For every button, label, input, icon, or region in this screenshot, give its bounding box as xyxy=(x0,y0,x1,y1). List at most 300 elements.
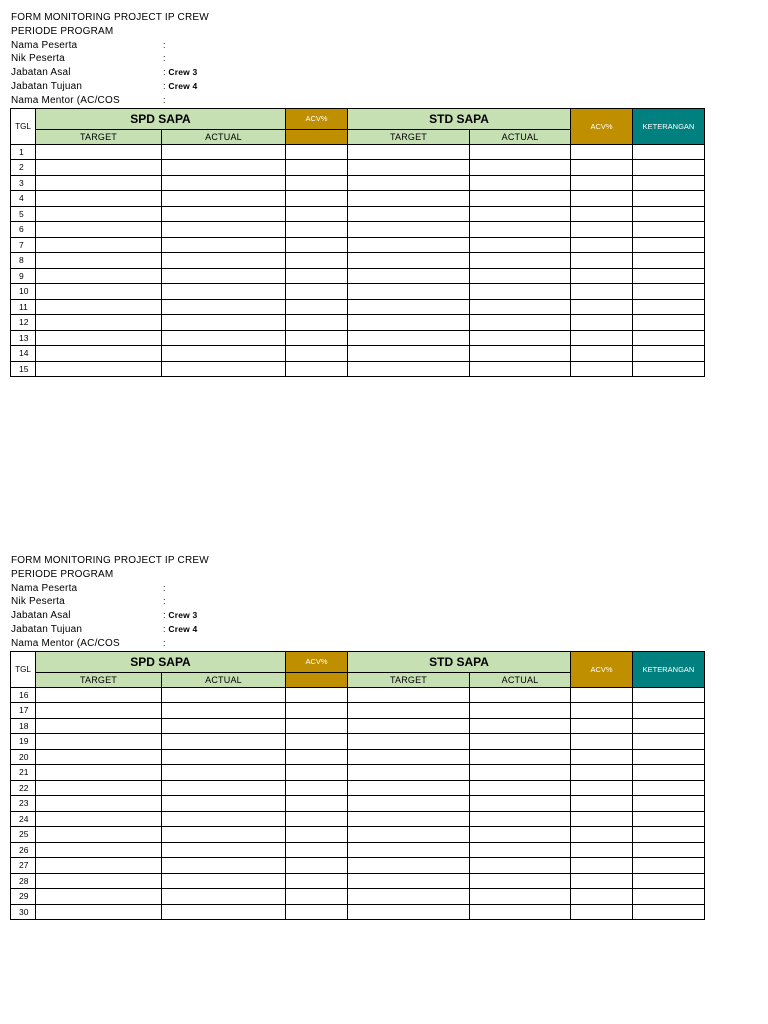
acv-1-cell[interactable] xyxy=(286,330,348,346)
std-target-cell[interactable] xyxy=(348,346,470,362)
acv-1-cell[interactable] xyxy=(286,222,348,238)
acv-1-cell[interactable] xyxy=(286,206,348,222)
spd-target-cell[interactable] xyxy=(36,330,162,346)
spd-actual-cell[interactable] xyxy=(162,175,286,191)
spd-target-cell[interactable] xyxy=(36,253,162,269)
keterangan-cell[interactable] xyxy=(633,749,705,765)
std-actual-cell[interactable] xyxy=(470,718,571,734)
table-row xyxy=(11,160,705,176)
acv-1-cell[interactable] xyxy=(286,237,348,253)
form-title: FORM MONITORING PROJECT IP CREW xyxy=(11,555,209,566)
spd-actual-cell[interactable] xyxy=(162,718,286,734)
table-row xyxy=(11,904,705,920)
keterangan-cell[interactable] xyxy=(633,889,705,905)
header-actual-2: ACTUAL xyxy=(470,129,571,144)
spd-target-cell[interactable] xyxy=(36,206,162,222)
std-target-cell[interactable] xyxy=(348,687,470,703)
keterangan-cell[interactable] xyxy=(633,827,705,843)
table-row xyxy=(11,811,705,827)
acv-1-cell[interactable] xyxy=(286,827,348,843)
acv-2-cell[interactable] xyxy=(571,703,633,719)
table-row xyxy=(11,734,705,750)
std-target-cell[interactable] xyxy=(348,842,470,858)
acv-2-cell[interactable] xyxy=(571,796,633,812)
field-nik-peserta[interactable]: Nik Peserta : xyxy=(11,53,166,65)
acv-2-cell[interactable] xyxy=(571,222,633,238)
spd-actual-cell[interactable] xyxy=(162,873,286,889)
keterangan-cell[interactable] xyxy=(633,284,705,300)
acv-2-cell[interactable] xyxy=(571,811,633,827)
std-target-cell[interactable] xyxy=(348,299,470,315)
std-actual-cell[interactable] xyxy=(470,361,571,377)
acv-1-cell[interactable] xyxy=(286,889,348,905)
table-row xyxy=(11,703,705,719)
table-row xyxy=(11,222,705,238)
acv-1-cell[interactable] xyxy=(286,780,348,796)
header-actual-1: ACTUAL xyxy=(162,129,286,144)
std-actual-cell[interactable] xyxy=(470,827,571,843)
keterangan-cell[interactable] xyxy=(633,718,705,734)
spd-target-cell[interactable] xyxy=(36,765,162,781)
row-date: 17 xyxy=(11,703,36,719)
keterangan-cell[interactable] xyxy=(633,687,705,703)
spd-actual-cell[interactable] xyxy=(162,144,286,160)
std-target-cell[interactable] xyxy=(348,889,470,905)
acv-2-cell[interactable] xyxy=(571,827,633,843)
acv-1-cell[interactable] xyxy=(286,299,348,315)
spd-target-cell[interactable] xyxy=(36,749,162,765)
std-target-cell[interactable] xyxy=(348,315,470,331)
acv-2-cell[interactable] xyxy=(571,253,633,269)
std-target-cell[interactable] xyxy=(348,268,470,284)
keterangan-cell[interactable] xyxy=(633,253,705,269)
spd-actual-cell[interactable] xyxy=(162,237,286,253)
acv-2-cell[interactable] xyxy=(571,284,633,300)
header-acv-2: ACV% xyxy=(571,651,633,687)
field-nik-peserta[interactable]: Nik Peserta : xyxy=(11,596,166,608)
spd-actual-cell[interactable] xyxy=(162,749,286,765)
header-target-2: TARGET xyxy=(348,129,470,144)
acv-2-cell[interactable] xyxy=(571,858,633,874)
std-actual-cell[interactable] xyxy=(470,191,571,207)
acv-2-cell[interactable] xyxy=(571,842,633,858)
field-jabatan-asal[interactable]: Jabatan Asal : Crew 3 xyxy=(11,610,198,622)
keterangan-cell[interactable] xyxy=(633,904,705,920)
field-nama-peserta[interactable]: Nama Peserta : xyxy=(11,582,166,594)
std-actual-cell[interactable] xyxy=(470,734,571,750)
keterangan-cell[interactable] xyxy=(633,191,705,207)
row-date: 30 xyxy=(11,904,36,920)
row-date: 20 xyxy=(11,749,36,765)
spd-actual-cell[interactable] xyxy=(162,284,286,300)
std-actual-cell[interactable] xyxy=(470,873,571,889)
std-actual-cell[interactable] xyxy=(470,315,571,331)
table-row xyxy=(11,144,705,160)
acv-2-cell[interactable] xyxy=(571,299,633,315)
keterangan-cell[interactable] xyxy=(633,703,705,719)
acv-1-cell[interactable] xyxy=(286,749,348,765)
acv-1-cell[interactable] xyxy=(286,191,348,207)
field-jabatan-asal[interactable]: Jabatan Asal : Crew 3 xyxy=(11,67,198,79)
spd-actual-cell[interactable] xyxy=(162,346,286,362)
keterangan-cell[interactable] xyxy=(633,780,705,796)
spd-actual-cell[interactable] xyxy=(162,904,286,920)
table-row xyxy=(11,175,705,191)
table-row xyxy=(11,842,705,858)
spd-target-cell[interactable] xyxy=(36,191,162,207)
acv-1-cell[interactable] xyxy=(286,253,348,269)
acv-2-cell[interactable] xyxy=(571,346,633,362)
std-actual-cell[interactable] xyxy=(470,889,571,905)
spd-actual-cell[interactable] xyxy=(162,827,286,843)
std-target-cell[interactable] xyxy=(348,222,470,238)
field-jabatan-tujuan[interactable]: Jabatan Tujuan : Crew 4 xyxy=(11,80,198,92)
spd-target-cell[interactable] xyxy=(36,284,162,300)
spd-actual-cell[interactable] xyxy=(162,687,286,703)
std-target-cell[interactable] xyxy=(348,734,470,750)
acv-1-cell[interactable] xyxy=(286,160,348,176)
row-date: 21 xyxy=(11,765,36,781)
field-jabatan-tujuan[interactable]: Jabatan Tujuan : Crew 4 xyxy=(11,623,198,635)
std-actual-cell[interactable] xyxy=(470,237,571,253)
keterangan-cell[interactable] xyxy=(633,330,705,346)
field-nama-mentor[interactable]: Nama Mentor (AC/COS : xyxy=(11,94,166,106)
spd-target-cell[interactable] xyxy=(36,346,162,362)
header-keterangan: KETERANGAN xyxy=(633,108,705,144)
row-date: 5 xyxy=(11,206,36,222)
acv-1-cell[interactable] xyxy=(286,858,348,874)
row-date: 22 xyxy=(11,780,36,796)
table-row xyxy=(11,687,705,703)
table-row xyxy=(11,718,705,734)
header-actual-1: ACTUAL xyxy=(162,672,286,687)
acv-2-cell[interactable] xyxy=(571,734,633,750)
spd-actual-cell[interactable] xyxy=(162,796,286,812)
table-row xyxy=(11,361,705,377)
row-date: 14 xyxy=(11,346,36,362)
std-actual-cell[interactable] xyxy=(470,858,571,874)
keterangan-cell[interactable] xyxy=(633,346,705,362)
keterangan-cell[interactable] xyxy=(633,237,705,253)
row-date: 6 xyxy=(11,222,36,238)
std-actual-cell[interactable] xyxy=(470,842,571,858)
spd-target-cell[interactable] xyxy=(36,873,162,889)
table-row xyxy=(11,237,705,253)
keterangan-cell[interactable] xyxy=(633,222,705,238)
std-target-cell[interactable] xyxy=(348,160,470,176)
row-date: 24 xyxy=(11,811,36,827)
keterangan-cell[interactable] xyxy=(633,361,705,377)
header-tgl: TGL xyxy=(11,651,36,687)
spd-target-cell[interactable] xyxy=(36,361,162,377)
table-row xyxy=(11,330,705,346)
table-row xyxy=(11,191,705,207)
std-target-cell[interactable] xyxy=(348,284,470,300)
spd-actual-cell[interactable] xyxy=(162,160,286,176)
header-actual-2: ACTUAL xyxy=(470,672,571,687)
keterangan-cell[interactable] xyxy=(633,811,705,827)
std-target-cell[interactable] xyxy=(348,191,470,207)
keterangan-cell[interactable] xyxy=(633,315,705,331)
spd-target-cell[interactable] xyxy=(36,842,162,858)
spd-actual-cell[interactable] xyxy=(162,361,286,377)
acv-1-cell[interactable] xyxy=(286,873,348,889)
spd-actual-cell[interactable] xyxy=(162,330,286,346)
row-date: 25 xyxy=(11,827,36,843)
spd-actual-cell[interactable] xyxy=(162,253,286,269)
acv-2-cell[interactable] xyxy=(571,765,633,781)
field-nama-mentor[interactable]: Nama Mentor (AC/COS : xyxy=(11,637,166,649)
acv-1-cell[interactable] xyxy=(286,734,348,750)
spd-target-cell[interactable] xyxy=(36,889,162,905)
std-actual-cell[interactable] xyxy=(470,687,571,703)
acv-2-cell[interactable] xyxy=(571,175,633,191)
field-nama-peserta[interactable]: Nama Peserta : xyxy=(11,39,166,51)
std-target-cell[interactable] xyxy=(348,780,470,796)
header-spd-sapa: SPD SAPA xyxy=(36,108,286,129)
row-date: 3 xyxy=(11,175,36,191)
spd-actual-cell[interactable] xyxy=(162,811,286,827)
acv-2-cell[interactable] xyxy=(571,144,633,160)
form-title: FORM MONITORING PROJECT IP CREW xyxy=(11,12,209,23)
spd-target-cell[interactable] xyxy=(36,703,162,719)
table-row xyxy=(11,749,705,765)
row-date: 12 xyxy=(11,315,36,331)
std-target-cell[interactable] xyxy=(348,237,470,253)
std-actual-cell[interactable] xyxy=(470,253,571,269)
header-acv-1: ACV% xyxy=(286,651,348,672)
acv-2-cell[interactable] xyxy=(571,330,633,346)
std-actual-cell[interactable] xyxy=(470,796,571,812)
spd-target-cell[interactable] xyxy=(36,687,162,703)
row-date: 29 xyxy=(11,889,36,905)
spd-target-cell[interactable] xyxy=(36,268,162,284)
row-date: 23 xyxy=(11,796,36,812)
table-row xyxy=(11,268,705,284)
acv-2-cell[interactable] xyxy=(571,904,633,920)
periode-program: PERIODE PROGRAM xyxy=(11,568,114,580)
header-std-sapa: STD SAPA xyxy=(348,651,571,672)
acv-1-cell[interactable] xyxy=(286,904,348,920)
keterangan-cell[interactable] xyxy=(633,206,705,222)
std-target-cell[interactable] xyxy=(348,175,470,191)
keterangan-cell[interactable] xyxy=(633,268,705,284)
keterangan-cell[interactable] xyxy=(633,175,705,191)
spd-actual-cell[interactable] xyxy=(162,734,286,750)
table-row xyxy=(11,346,705,362)
row-date: 27 xyxy=(11,858,36,874)
spd-actual-cell[interactable] xyxy=(162,191,286,207)
spd-actual-cell[interactable] xyxy=(162,765,286,781)
keterangan-cell[interactable] xyxy=(633,144,705,160)
acv-2-cell[interactable] xyxy=(571,361,633,377)
table-row xyxy=(11,206,705,222)
std-target-cell[interactable] xyxy=(348,144,470,160)
keterangan-cell[interactable] xyxy=(633,299,705,315)
acv-1-cell[interactable] xyxy=(286,811,348,827)
header-acv-1-blank xyxy=(286,672,348,687)
acv-2-cell[interactable] xyxy=(571,191,633,207)
std-actual-cell[interactable] xyxy=(470,749,571,765)
row-date: 10 xyxy=(11,284,36,300)
acv-2-cell[interactable] xyxy=(571,889,633,905)
std-actual-cell[interactable] xyxy=(470,346,571,362)
spd-target-cell[interactable] xyxy=(36,827,162,843)
row-date: 11 xyxy=(11,299,36,315)
spd-target-cell[interactable] xyxy=(36,811,162,827)
std-target-cell[interactable] xyxy=(348,718,470,734)
spd-target-cell[interactable] xyxy=(36,222,162,238)
header-keterangan: KETERANGAN xyxy=(633,651,705,687)
std-actual-cell[interactable] xyxy=(470,222,571,238)
spd-target-cell[interactable] xyxy=(36,175,162,191)
spd-actual-cell[interactable] xyxy=(162,268,286,284)
spd-actual-cell[interactable] xyxy=(162,222,286,238)
std-actual-cell[interactable] xyxy=(470,206,571,222)
acv-1-cell[interactable] xyxy=(286,842,348,858)
std-target-cell[interactable] xyxy=(348,827,470,843)
spd-actual-cell[interactable] xyxy=(162,780,286,796)
periode-program: PERIODE PROGRAM xyxy=(11,25,114,37)
row-date: 15 xyxy=(11,361,36,377)
keterangan-cell[interactable] xyxy=(633,734,705,750)
std-target-cell[interactable] xyxy=(348,703,470,719)
monitoring-table-top xyxy=(10,108,705,378)
acv-1-cell[interactable] xyxy=(286,765,348,781)
std-target-cell[interactable] xyxy=(348,749,470,765)
std-actual-cell[interactable] xyxy=(470,811,571,827)
table-row xyxy=(11,315,705,331)
row-date: 2 xyxy=(11,160,36,176)
keterangan-cell[interactable] xyxy=(633,796,705,812)
header-target-1: TARGET xyxy=(36,672,162,687)
row-date: 19 xyxy=(11,734,36,750)
std-target-cell[interactable] xyxy=(348,253,470,269)
std-actual-cell[interactable] xyxy=(470,765,571,781)
acv-2-cell[interactable] xyxy=(571,873,633,889)
spd-target-cell[interactable] xyxy=(36,904,162,920)
acv-2-cell[interactable] xyxy=(571,687,633,703)
std-target-cell[interactable] xyxy=(348,904,470,920)
std-actual-cell[interactable] xyxy=(470,330,571,346)
spd-target-cell[interactable] xyxy=(36,144,162,160)
spd-target-cell[interactable] xyxy=(36,780,162,796)
std-actual-cell[interactable] xyxy=(470,144,571,160)
std-target-cell[interactable] xyxy=(348,796,470,812)
acv-1-cell[interactable] xyxy=(286,346,348,362)
acv-1-cell[interactable] xyxy=(286,268,348,284)
keterangan-cell[interactable] xyxy=(633,160,705,176)
table-row xyxy=(11,765,705,781)
table-row xyxy=(11,299,705,315)
acv-1-cell[interactable] xyxy=(286,175,348,191)
acv-2-cell[interactable] xyxy=(571,780,633,796)
row-date: 1 xyxy=(11,144,36,160)
row-date: 4 xyxy=(11,191,36,207)
row-date: 16 xyxy=(11,687,36,703)
spd-actual-cell[interactable] xyxy=(162,315,286,331)
spd-target-cell[interactable] xyxy=(36,858,162,874)
keterangan-cell[interactable] xyxy=(633,842,705,858)
spd-actual-cell[interactable] xyxy=(162,299,286,315)
header-acv-1: ACV% xyxy=(286,108,348,129)
header-target-1: TARGET xyxy=(36,129,162,144)
table-row xyxy=(11,284,705,300)
spd-actual-cell[interactable] xyxy=(162,206,286,222)
std-target-cell[interactable] xyxy=(348,361,470,377)
spd-target-cell[interactable] xyxy=(36,315,162,331)
std-actual-cell[interactable] xyxy=(470,160,571,176)
spd-target-cell[interactable] xyxy=(36,718,162,734)
header-std-sapa: STD SAPA xyxy=(348,108,571,129)
spd-actual-cell[interactable] xyxy=(162,858,286,874)
header-tgl: TGL xyxy=(11,108,36,144)
acv-2-cell[interactable] xyxy=(571,268,633,284)
acv-2-cell[interactable] xyxy=(571,206,633,222)
std-target-cell[interactable] xyxy=(348,873,470,889)
acv-1-cell[interactable] xyxy=(286,284,348,300)
std-actual-cell[interactable] xyxy=(470,904,571,920)
std-target-cell[interactable] xyxy=(348,858,470,874)
monitoring-table-bottom xyxy=(10,651,705,921)
header-acv-2: ACV% xyxy=(571,108,633,144)
spd-target-cell[interactable] xyxy=(36,299,162,315)
table-row xyxy=(11,796,705,812)
spd-actual-cell[interactable] xyxy=(162,889,286,905)
std-actual-cell[interactable] xyxy=(470,780,571,796)
spd-target-cell[interactable] xyxy=(36,796,162,812)
acv-1-cell[interactable] xyxy=(286,361,348,377)
acv-1-cell[interactable] xyxy=(286,687,348,703)
std-actual-cell[interactable] xyxy=(470,703,571,719)
row-date: 9 xyxy=(11,268,36,284)
std-actual-cell[interactable] xyxy=(470,268,571,284)
header-acv-1-blank xyxy=(286,129,348,144)
std-target-cell[interactable] xyxy=(348,811,470,827)
row-date: 28 xyxy=(11,873,36,889)
spd-actual-cell[interactable] xyxy=(162,703,286,719)
acv-2-cell[interactable] xyxy=(571,237,633,253)
spd-target-cell[interactable] xyxy=(36,734,162,750)
std-actual-cell[interactable] xyxy=(470,175,571,191)
spd-target-cell[interactable] xyxy=(36,160,162,176)
std-target-cell[interactable] xyxy=(348,206,470,222)
std-actual-cell[interactable] xyxy=(470,299,571,315)
acv-2-cell[interactable] xyxy=(571,315,633,331)
keterangan-cell[interactable] xyxy=(633,873,705,889)
row-date: 26 xyxy=(11,842,36,858)
row-date: 7 xyxy=(11,237,36,253)
keterangan-cell[interactable] xyxy=(633,858,705,874)
acv-1-cell[interactable] xyxy=(286,718,348,734)
acv-1-cell[interactable] xyxy=(286,315,348,331)
spd-target-cell[interactable] xyxy=(36,237,162,253)
std-target-cell[interactable] xyxy=(348,330,470,346)
keterangan-cell[interactable] xyxy=(633,765,705,781)
table-row xyxy=(11,827,705,843)
acv-2-cell[interactable] xyxy=(571,718,633,734)
acv-1-cell[interactable] xyxy=(286,796,348,812)
row-date: 8 xyxy=(11,253,36,269)
acv-2-cell[interactable] xyxy=(571,749,633,765)
spd-actual-cell[interactable] xyxy=(162,842,286,858)
acv-1-cell[interactable] xyxy=(286,144,348,160)
std-actual-cell[interactable] xyxy=(470,284,571,300)
acv-2-cell[interactable] xyxy=(571,160,633,176)
acv-1-cell[interactable] xyxy=(286,703,348,719)
std-target-cell[interactable] xyxy=(348,765,470,781)
table-row xyxy=(11,889,705,905)
